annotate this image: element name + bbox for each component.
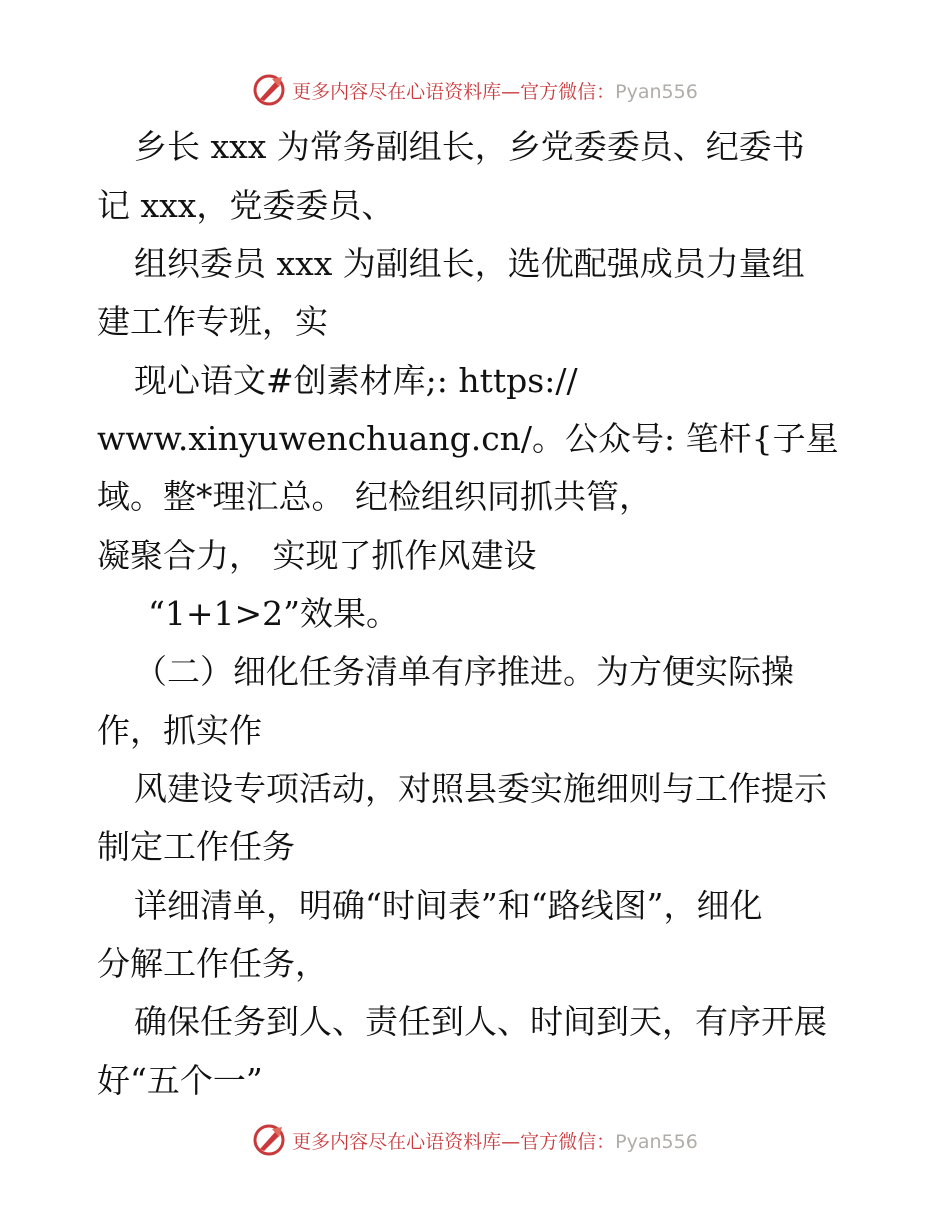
body-line: www.xinyuwenchuang.cn/。公众号: 笔杆{子星 xyxy=(97,419,839,458)
body-line: 记 xxx，党委委员、 xyxy=(97,186,395,225)
body-line: “1+1>2”效果。 xyxy=(148,594,400,633)
body-line: 现心语文#创素材库;: https:// xyxy=(134,361,578,400)
body-line: 确保任务到人、责任到人、时间到天，有序开展 xyxy=(134,1002,827,1041)
body-line: 分解工作任务， xyxy=(97,944,328,983)
body-line: 详细清单，明确“时间表”和“路线图”，细化 xyxy=(134,886,763,925)
body-line: 组织委员 xxx 为副组长，选优配强成员力量组 xyxy=(134,244,805,283)
body-line: 作，抓实作 xyxy=(97,711,262,750)
body-line: 风建设专项活动，对照县委实施细则与工作提示 xyxy=(134,769,827,808)
body-line: 乡长 xxx 为常务副组长，乡党委委员、纪委书 xyxy=(134,127,805,166)
body-line: 制定工作任务 xyxy=(97,827,295,866)
footer-banner xyxy=(0,1120,950,1160)
footer-banner-text: 更多内容尽在心语资料库—官方微信：Pyan556 xyxy=(292,1130,698,1153)
body-line: 建工作专班，实 xyxy=(97,302,328,341)
body-line: 好“五个一” xyxy=(97,1061,263,1100)
body-line: 凝聚合力， 实现了抓作风建设 xyxy=(97,536,537,575)
body-line: （二）细化任务清单有序推进。为方便实际操 xyxy=(134,652,794,691)
body-line: 域。整*理汇总。 纪检组织同抓共管， xyxy=(97,477,652,516)
header-banner-text: 更多内容尽在心语资料库—官方微信：Pyan556 xyxy=(292,80,698,103)
logo-icon xyxy=(252,73,286,107)
logo-icon xyxy=(252,1123,286,1157)
header-banner xyxy=(0,70,950,110)
